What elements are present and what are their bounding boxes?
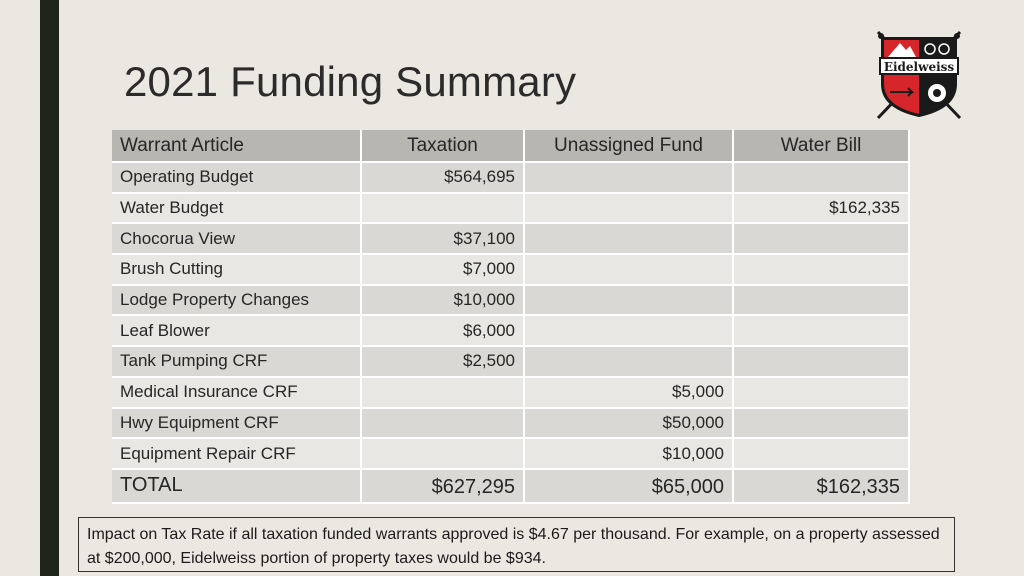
header-taxation: Taxation [362,130,525,163]
logo-text: Eidelweiss [883,60,955,74]
article-cell: Lodge Property Changes [112,286,362,317]
total-taxation: $627,295 [362,470,525,504]
water-bill-cell [734,439,910,470]
table-row [112,378,910,409]
taxation-cell: $37,100 [362,224,525,255]
unassigned-fund-cell [525,194,734,225]
water-bill-cell [734,378,910,409]
taxation-cell: $10,000 [362,286,525,317]
total-unassigned-fund: $65,000 [525,470,734,504]
taxation-cell: $2,500 [362,347,525,378]
taxation-cell [362,378,525,409]
article-cell: Hwy Equipment CRF [112,409,362,440]
article-cell: Brush Cutting [112,255,362,286]
taxation-cell [362,409,525,440]
unassigned-fund-cell [525,316,734,347]
table-row [112,163,910,194]
header-warrant-article: Warrant Article [112,130,362,163]
table-row [112,409,910,440]
funding-table [112,130,910,504]
unassigned-fund-cell [525,286,734,317]
article-cell: Leaf Blower [112,316,362,347]
water-bill-cell [734,347,910,378]
taxation-cell: $564,695 [362,163,525,194]
header-water-bill: Water Bill [734,130,910,163]
article-cell: Water Budget [112,194,362,225]
tax-impact-note: Impact on Tax Rate if all taxation funded warrants approved is $4.67 per thousand. For example, on a property assessed at $200,000, Eidelweiss portion of property taxes would be $934. [78,517,955,572]
article-cell: Medical Insurance CRF [112,378,362,409]
unassigned-fund-cell: $5,000 [525,378,734,409]
table-row [112,224,910,255]
table-row [112,347,910,378]
table-header-row [112,130,910,163]
eidelweiss-logo [872,28,966,120]
taxation-cell: $6,000 [362,316,525,347]
article-cell: Equipment Repair CRF [112,439,362,470]
taxation-cell [362,194,525,225]
unassigned-fund-cell [525,163,734,194]
left-accent-bar [40,0,59,576]
taxation-cell [362,439,525,470]
water-bill-cell [734,163,910,194]
article-cell: Tank Pumping CRF [112,347,362,378]
water-bill-cell [734,255,910,286]
header-unassigned-fund: Unassigned Fund [525,130,734,163]
water-bill-cell [734,316,910,347]
water-bill-cell [734,409,910,440]
water-bill-cell [734,224,910,255]
total-water-bill: $162,335 [734,470,910,504]
water-bill-cell: $162,335 [734,194,910,225]
page-title: 2021 Funding Summary [124,58,577,105]
table-row [112,194,910,225]
article-cell: Operating Budget [112,163,362,194]
total-row [112,470,910,504]
table-row [112,286,910,317]
unassigned-fund-cell [525,255,734,286]
total-label: TOTAL [112,470,362,504]
unassigned-fund-cell [525,224,734,255]
water-bill-cell [734,286,910,317]
article-cell: Chocorua View [112,224,362,255]
unassigned-fund-cell: $50,000 [525,409,734,440]
table-row [112,316,910,347]
unassigned-fund-cell [525,347,734,378]
table-row [112,439,910,470]
table-row [112,255,910,286]
taxation-cell: $7,000 [362,255,525,286]
unassigned-fund-cell: $10,000 [525,439,734,470]
